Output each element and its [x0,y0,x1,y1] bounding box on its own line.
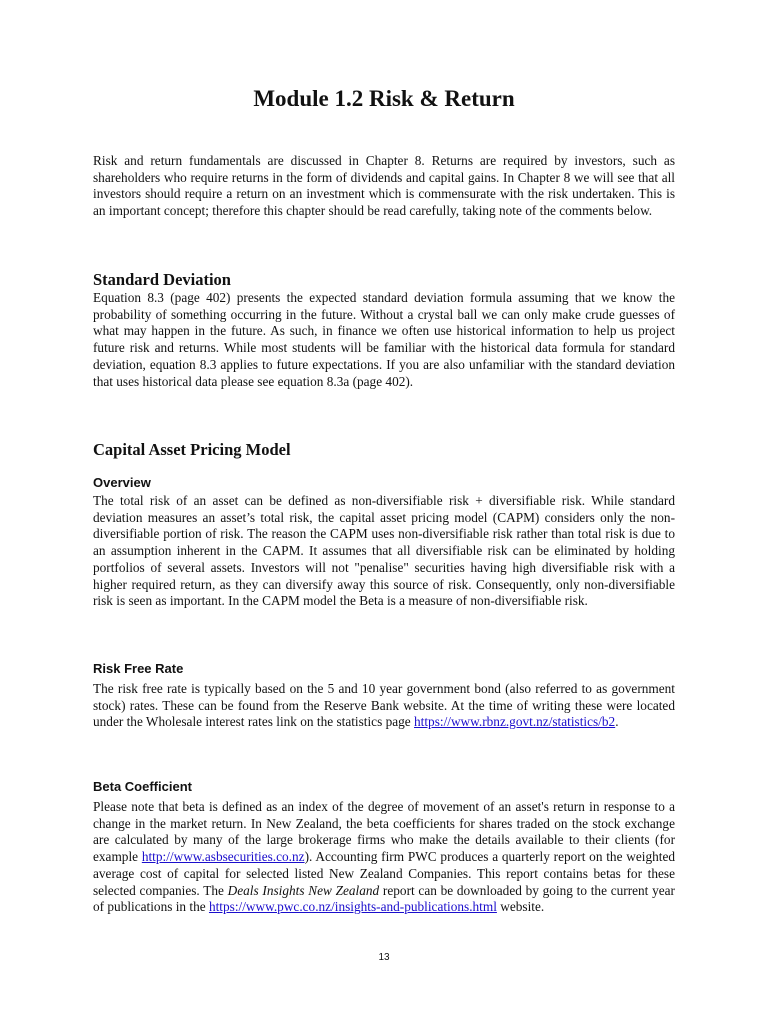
rbnz-statistics-link[interactable]: https://www.rbnz.govt.nz/statistics/b2 [414,714,616,730]
capm-section [93,440,675,610]
intro-paragraph: Risk and return fundamentals are discussed in Chapter 8. Returns are required by investors, such as shareholders who require returns in the form of dividends and capital gains. In Chapter 8 we will see that all investors should require a return on an investment which is commensurate with the risk undertaken. This is an important concept; therefore this chapter should be read carefully, taking note of the comments below. [93,153,675,219]
beta-text-4: website. [496,899,545,915]
page-number: 13 [378,952,390,963]
std-dev-heading: Standard Deviation [93,270,231,289]
report-title: Deals Insights New Zealand [227,882,380,898]
capm-heading: Capital Asset Pricing Model [93,440,291,459]
pwc-publications-link[interactable]: https://www.pwc.co.nz/insights-and-publications.html [208,899,497,915]
beta-heading: Beta Coefficient [93,779,192,794]
std-dev-paragraph: Equation 8.3 (page 402) presents the expected standard deviation formula assuming that we know the probability of something occurring in the future. Without a crystal ball we can only make crude guesses of what may happen in the future. As such, in finance we often use historical information to help us project future risk and returns. While most students will be familiar with the historical data formula for standard deviation, equation 8.3 applies to future expectations. If you are also unfamiliar with the standard deviation that uses historical data please see equation 8.3a (page 402). [93,290,675,389]
beta-section [93,779,675,916]
beta-text-3: report can be downloaded by going to the current year of publications in the [93,882,675,915]
beta-text-2: ). Accounting firm PWC produces a quarterly report on the weighted average cost of capital for selected listed New Zealand Companies. This report contains betas for these selected companies. The [93,849,675,898]
overview-heading: Overview [93,475,151,490]
page-title: Module 1.2 Risk & Return [253,86,515,111]
intro-section [93,153,675,220]
beta-text-1: Please note that beta is defined as an index of the degree of movement of an asset's return in response to a change in the market return. In New Zealand, the beta coefficients for shares traded on the stock exchange are calculated by many of the large brokerage firms who make the details available to their clients (for example [93,799,675,865]
beta-paragraph [93,799,675,916]
risk-free-heading: Risk Free Rate [93,661,184,676]
risk-free-section [93,661,675,731]
risk-free-paragraph [93,681,675,731]
overview-paragraph: The total risk of an asset can be defined as non-diversifiable risk + diversifiable risk. While standard deviation measures an asset’s total risk, the capital asset pricing model (CAPM) considers only the non-diversifiable portion of risk. The reason the CAPM uses non-diversifiable risk rather than total risk is due to an assumption inherent in the CAPM. It assumes that all diversifiable risk can be eliminated by holding portfolios of several assets. Investors will not "penalise" securities having high diversifiable risk with a higher required return, as they can diversify away this source of risk. Consequently, only non-diversifiable risk is seen as important. In the CAPM model the Beta is a measure of non-diversifiable risk. [93,493,675,609]
risk-free-text: The risk free rate is typically based on the 5 and 10 year government bond (also referred to as government stock) rates. These can be found from the Reserve Bank website. At the time of writing these were located under the Wholesale interest rates link on the statistics page [93,681,675,730]
risk-free-text-end: . [615,714,619,730]
asb-securities-link[interactable]: http://www.asbsecurities.co.nz [141,849,305,865]
std-dev-section [93,270,675,390]
